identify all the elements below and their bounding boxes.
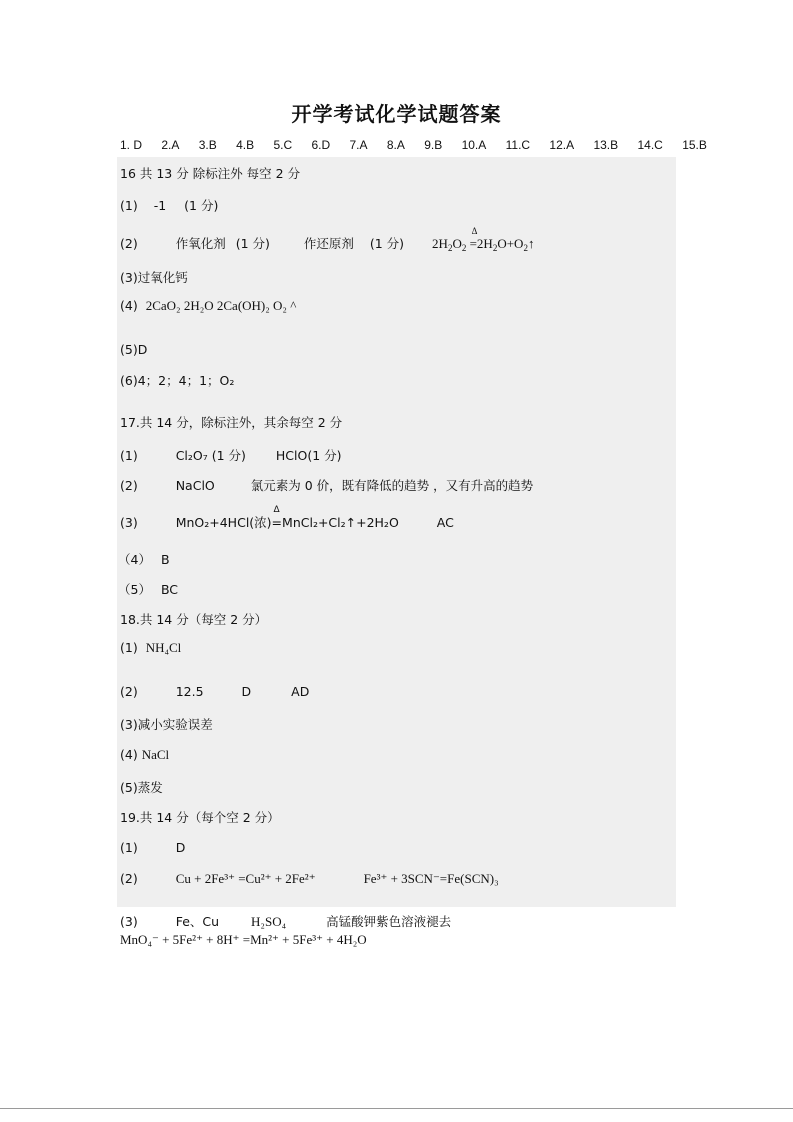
q16-p2-equation: $2H_2O_2$ Δ $=2H_2O+O_2↑$ (432, 226, 535, 253)
q17-p2-label: (2) (120, 478, 138, 493)
answer-6: 6.D (311, 138, 331, 152)
q16-p2-b: 作还原剂 (303, 236, 354, 251)
answer-3: 3.B (198, 138, 217, 152)
q16-part4 (120, 298, 296, 314)
q19-p2-eq-b: Fe³⁺ + 3SCN⁻=Fe(SCN)₃ (363, 871, 499, 886)
answer-7: 7.A (349, 138, 368, 152)
q17-part1 (120, 446, 342, 464)
q19-p2-label: (2) (120, 871, 138, 886)
multiple-choice-answers (120, 138, 723, 152)
answer-15: 15.B (682, 138, 707, 152)
q17-part5 (118, 580, 178, 598)
q16-part1 (120, 196, 218, 214)
q19-p3-b: H₂SO₄ (251, 914, 287, 929)
q16-p4-value: 2CaO₂ 2H₂O 2Ca(OH)₂ O₂ ^ (145, 298, 297, 313)
page-bottom-rule (0, 1108, 793, 1109)
q18-part3 (120, 715, 213, 733)
q16-p3-value: 过氧化钙 (137, 270, 188, 285)
q19-p3-a: Fe、Cu (175, 914, 220, 929)
q17-p1-b: HClO(1 分) (275, 448, 342, 463)
answer-8: 8.A (386, 138, 405, 152)
q16-p2-b-note: (1 分) (369, 236, 405, 251)
q18-p4-value: NaCl (141, 747, 170, 762)
answer-1: 1. D (120, 138, 143, 152)
q19-header: 19.共 14 分（每个空 2 分） (120, 810, 280, 825)
q18-p1-label: (1) (120, 640, 138, 655)
q18-p1-value: NH₄Cl (145, 640, 182, 655)
q19-p3-c: 高锰酸钾紫色溶液褪去 (326, 914, 452, 929)
q16-p4-label: (4) (120, 298, 138, 313)
q17-p3-ans: AC (436, 515, 454, 530)
q16-p6-value: 4；2；4；1；O₂ (137, 373, 235, 388)
answer-10: 10.A (461, 138, 487, 152)
q17-part2 (120, 476, 533, 494)
q17-p2-a: NaClO (175, 478, 215, 493)
q16-p5-label: (5) (120, 342, 138, 357)
q17-part3: (3) MnO₂+4HCl(浓) Δ =MnCl₂+Cl₂↑+2H₂O AC (120, 505, 454, 530)
q16-part6 (120, 371, 234, 389)
q18-p2-a: 12.5 (175, 684, 204, 699)
q19-p3-label: (3) (120, 914, 138, 929)
shaded-answer-area (117, 157, 676, 907)
q17-p1-a: Cl₂O₇ (1 分) (175, 448, 246, 463)
answer-2: 2.A (161, 138, 180, 152)
q18-p2-c: AD (291, 684, 310, 699)
answer-14: 14.C (637, 138, 663, 152)
q16-p6-label: (6) (120, 373, 138, 388)
q18-p4-label: (4) (120, 747, 138, 762)
q18-part1 (120, 640, 181, 656)
q16-p2-a-note: (1 分) (235, 236, 270, 251)
answer-11: 11.C (505, 138, 531, 152)
q18-p5-value: 蒸发 (137, 780, 163, 795)
q16-part2 (120, 226, 535, 253)
q18-p5-label: (5) (120, 780, 138, 795)
q16-p1-value: -1 (153, 198, 167, 213)
q17-p2-b: 氯元素为 0 价，既有降低的趋势 ，又有升高的趋势 (250, 478, 534, 493)
answer-13: 13.B (593, 138, 619, 152)
q19-part2 (120, 871, 499, 887)
q17-part4 (118, 550, 170, 568)
q18-p2-label: (2) (120, 684, 138, 699)
q16-p1-label: (1) (120, 198, 138, 213)
q19-p1-value: D (175, 840, 186, 855)
q16-p2-label: (2) (120, 236, 138, 251)
q18-p2-b: D (241, 684, 252, 699)
q17-p3-eq-b: MnCl₂+Cl₂↑+2H₂O (282, 515, 399, 530)
q16-p1-note: (1 分) (184, 198, 219, 213)
q16-part3 (120, 268, 188, 286)
q19-part3 (120, 912, 451, 930)
answer-4: 4.B (236, 138, 255, 152)
answer-12: 12.A (549, 138, 575, 152)
answer-9: 9.B (424, 138, 443, 152)
q19-p2-eq-a: Cu + 2Fe³⁺ =Cu²⁺ + 2Fe²⁺ (175, 871, 316, 886)
q17-header: 17.共 14 分，除标注外，其余每空 2 分 (120, 415, 343, 430)
q18-p3-value: 减小实验误差 (137, 717, 213, 732)
q16-p5-value: D (137, 342, 148, 357)
q18-header: 18.共 14 分（每空 2 分） (120, 612, 268, 627)
answer-5: 5.C (273, 138, 293, 152)
q18-part2 (120, 684, 309, 699)
q17-p5-value: BC (160, 582, 179, 597)
q17-p5-label: （5） (118, 582, 151, 597)
q17-p3-eq-a: MnO₂+4HCl(浓) (175, 515, 272, 530)
q17-p4-value: B (160, 552, 170, 567)
q18-part4 (120, 747, 169, 763)
q17-p1-label: (1) (120, 448, 138, 463)
q19-p3-equation: MnO₄⁻ + 5Fe²⁺ + 8H⁺ =Mn²⁺ + 5Fe³⁺ + 4H₂O (120, 932, 367, 947)
q17-p4-label: （4） (118, 552, 151, 567)
q16-p3-label: (3) (120, 270, 138, 285)
q19-p1-label: (1) (120, 840, 138, 855)
q18-p3-label: (3) (120, 717, 138, 732)
q19-part1 (120, 840, 185, 855)
page-title: 开学考试化学试题答案 (291, 102, 502, 126)
q16-part5 (120, 342, 147, 357)
q16-header: 16 共 13 分 除标注外 每空 2 分 (120, 166, 301, 181)
q17-p3-label: (3) (120, 515, 138, 530)
q16-p2-a: 作氧化剂 (175, 236, 226, 251)
q18-part5 (120, 778, 163, 796)
